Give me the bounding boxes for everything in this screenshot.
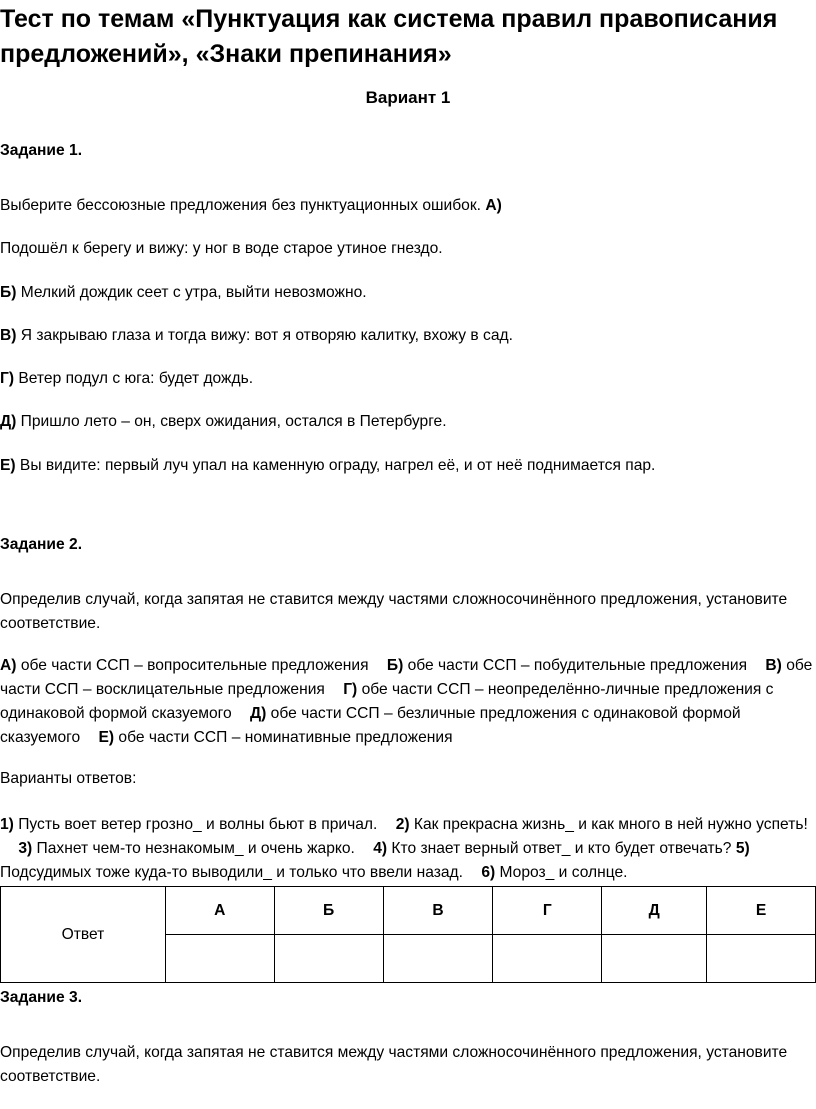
answer-cell[interactable] <box>383 935 493 983</box>
answer-number: 4) <box>373 840 388 857</box>
option-letter: Д) <box>250 705 267 722</box>
task1-option-d <box>0 367 253 391</box>
option-letter: Б) <box>0 284 17 301</box>
option-letter: А) <box>0 657 17 674</box>
answer-col-header: В <box>383 887 493 935</box>
answer-number: 5) <box>735 840 750 857</box>
task1-option-c <box>0 324 513 348</box>
option-text: обе части ССП – восклицательные предложения <box>0 657 813 698</box>
option-letter: В) <box>0 327 17 344</box>
task1-instruction <box>0 194 502 218</box>
document-title: Тест по темам «Пунктуация как система правил правописания предложений», «Знаки препинания» <box>0 5 778 68</box>
option-letter: Д) <box>0 413 17 430</box>
answer-cell[interactable] <box>165 935 274 983</box>
answer-text: Пусть воет ветер грозно_ и волны бьют в причал. <box>13 816 378 833</box>
answer-col-header: А <box>165 887 274 935</box>
task1-option-e <box>0 410 447 434</box>
answer-col-header: Г <box>493 887 602 935</box>
option-letter: Е) <box>98 729 115 746</box>
answer-cell[interactable] <box>493 935 602 983</box>
task2-instruction: Определив случай, когда запятая не ставится между частями сложносочинённого предложения, установите соответствие. <box>0 591 788 632</box>
answer-number: 1) <box>0 816 14 833</box>
task1-option-b <box>0 281 367 305</box>
option-text: Пришло лето – он, сверх ожидания, остался в Петербурге. <box>16 413 447 430</box>
option-letter: Г) <box>0 370 15 387</box>
option-text: обе части ССП – побудительные предложения <box>407 657 748 674</box>
answer-cell[interactable] <box>602 935 707 983</box>
answer-text: Как прекрасна жизнь_ и как много в ней нужно успеть! <box>409 816 808 833</box>
option-text: обе части ССП – неопределённо-личные предложения с одинаковой формой сказуемого <box>0 681 774 722</box>
answer-number: 2) <box>395 816 410 833</box>
option-text: обе части ССП – безличные предложения с одинаковой формой сказуемого <box>0 705 741 746</box>
answer-row-label: Ответ <box>1 887 166 983</box>
task1-option-a-letter: А) <box>485 197 502 214</box>
option-text: обе части ССП – номинативные предложения <box>118 729 453 746</box>
option-text: Ветер подул с юга: будет дождь. <box>14 370 254 387</box>
answer-number: 6) <box>481 864 496 881</box>
answer-table <box>0 886 816 983</box>
task1-heading: Задание 1. <box>0 142 83 159</box>
answer-number: 3) <box>18 840 33 857</box>
answer-variants <box>0 813 816 885</box>
task2-heading: Задание 2. <box>0 536 83 553</box>
task1-instruction-text: Выберите бессоюзные предложения без пунктуационных ошибок. <box>0 197 486 214</box>
option-letter: Б) <box>386 657 404 674</box>
option-text: Я закрываю глаза и тогда вижу: вот я отворяю калитку, вхожу в сад. <box>16 327 513 344</box>
task2-options <box>0 654 816 750</box>
task3-instruction: Определив случай, когда запятая не ставится между частями сложносочинённого предложения, установите соответствие. <box>0 1044 788 1085</box>
answer-col-header: Е <box>707 887 816 935</box>
option-letter: Г) <box>343 681 358 698</box>
answer-text: Пахнет чем-то незнакомым_ и очень жарко. <box>32 840 355 857</box>
answer-text: Кто знает верный ответ_ и кто будет отвечать? <box>387 840 732 857</box>
answer-text: Подсудимых тоже куда-то выводили_ и только что ввели назад. <box>0 864 463 881</box>
answer-cell[interactable] <box>274 935 383 983</box>
answer-text: Мороз_ и солнце. <box>495 864 628 881</box>
answer-col-header: Д <box>602 887 707 935</box>
option-letter: Е) <box>0 457 16 474</box>
task1-option-a: Подошёл к берегу и вижу: у ног в воде старое утиное гнездо. <box>0 240 443 257</box>
task1-option-f <box>0 454 655 478</box>
answers-label: Варианты ответов: <box>0 770 137 787</box>
task3-heading: Задание 3. <box>0 989 83 1006</box>
option-text: обе части ССП – вопросительные предложения <box>20 657 369 674</box>
option-letter: В) <box>765 657 782 674</box>
option-text: Мелкий дождик сеет с утра, выйти невозможно. <box>16 284 367 301</box>
variant-heading: Вариант 1 <box>365 88 451 107</box>
answer-cell[interactable] <box>707 935 816 983</box>
answer-col-header: Б <box>274 887 383 935</box>
option-text: Вы видите: первый луч упал на каменную ограду, нагрел её, и от неё поднимается пар. <box>15 457 656 474</box>
